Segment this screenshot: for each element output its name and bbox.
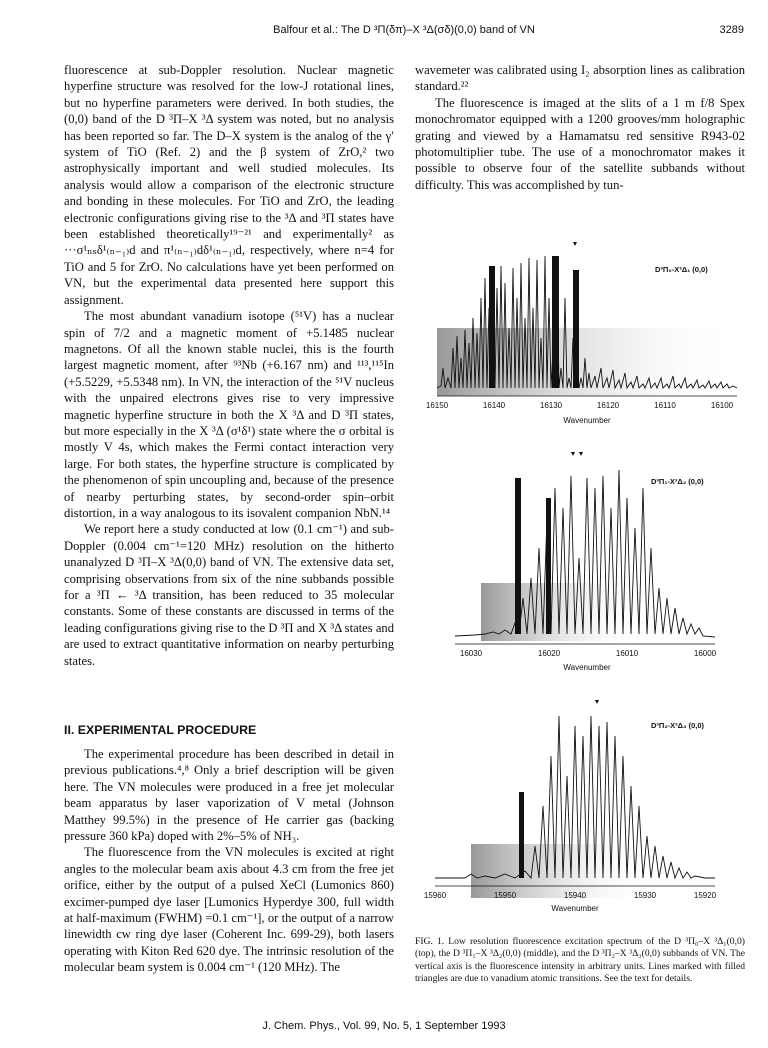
x-axis-label: Wavenumber	[551, 904, 599, 913]
subband-label: D³Π₂-X³Δ₃ (0,0)	[651, 721, 705, 730]
tick-label: 16110	[654, 401, 676, 410]
running-header	[64, 24, 744, 40]
atomic-transition-marker	[595, 700, 599, 704]
tick-label: 16020	[537, 649, 561, 658]
atomic-line-bar	[552, 256, 559, 388]
paragraph: The most abundant vanadium isotope (⁵¹V) has a nuclear spin of 7/2 and a magnetic moment of +5.1485 nuclear magnetons. Of all the known stable nuclei, this is the fourth largest magnetic moment, after ⁹³Nb (+6.167 nm) and ¹¹³,¹¹⁵In (+5.5229, +5.5348 nm). In VN, the interaction of the ⁵¹V nucleus with the unpaired electrons gives rise to very impressive magnetic hyperfine structure in both the X ³Δ and D ³Π states, but more especially in the X ³Δ (σ¹δ¹) state where the σ orbital is mostly V 4s, which makes the Fermi contact interaction very large. For both states, the hyperfine structure is complicated by the phenomenon of spin uncoupling and, because of the presence of nearby perturbing states, by second-order spin–orbit distortion, in a way analogous to its isovalent companion NbN.¹⁴	[64, 309, 394, 520]
paragraph: fluorescence at sub-Doppler resolution. Nuclear magnetic hyperfine structure was resolved for the low-J rotational lines, but no hyperfine parameters were derived. In both studies, the (0,0) band of the D ³Π–X ³Δ system was noted, but no analysis has been reported so far. The D–X system is the analog of the γ′ system of TiO (Ref. 2) and the β system of ZrO,² two astrophysically important and well studied molecules. Its analysis would allow a comparison of the electronic structure and bonding in these molecules. For TiO and ZrO, the leading electronic configurations giving rise to the ³Δ and ³Π states have been established theoretically¹⁹⁻²¹ and experimentally² as ···σ¹ₙₛδ¹₍ₙ₋₁₎d and π¹₍ₙ₋₁₎dδ¹₍ₙ₋₁₎d, respectively, where n=4 for TiO and 5 for ZrO. No calculations have yet been performed on VN, but the experimental data presented here support this assignment.	[64, 63, 394, 307]
subband-label: D³Π₀-X³Δ₁ (0,0)	[655, 265, 708, 274]
tick-label: 16140	[482, 401, 506, 410]
tick-label: 15920	[693, 891, 717, 900]
tick-label: 16000	[693, 649, 717, 658]
paragraph: The experimental procedure has been described in detail in previous publications.⁴,⁸ Only a brief description will be given here. The VN molecules were produced in a free jet molecular beam apparatus by laser vaporization of V metal (Johnson Matthey 99.5%) in the presence of He carrier gas (backing pressure 360 kPa) doped with 2%–5% of NH₃.	[64, 747, 394, 844]
paragraph: The fluorescence is imaged at the slits of a 1 m f/8 Spex monochromator equipped with a 1200 grooves/mm holographic grating and viewed by a Hamamatsu red sensitive R943-02 photomultiplier tube. The use of a monochromator makes it possible to observe four of the satellite subbands without difficulty. This was accomplished by tun-	[415, 95, 745, 192]
atomic-transition-marker	[579, 452, 583, 456]
x-axis-label: Wavenumber	[563, 663, 611, 672]
tick-label: 15960	[423, 891, 447, 900]
tick-label: 15950	[493, 891, 517, 900]
page-number: 3289	[719, 24, 744, 36]
atomic-line-bar	[546, 498, 551, 634]
x-axis-label: Wavenumber	[563, 416, 611, 425]
running-title: Balfour et al.: The D ³Π(δπ)–X ³Δ(σδ)(0,0) band of VN	[273, 24, 535, 36]
tick-label: 16100	[710, 401, 734, 410]
figure-caption: FIG. 1. Low resolution fluorescence excitation spectrum of the D ³Π₀–X ³Δ₁(0,0) (top), the D ³Π₁–X ³Δ₂(0,0) (middle), and the D ³Π₂–X ³Δ₃(0,0) subbands of VN. The vertical axis is the fluorescence intensity in arbitrary units. Lines marked with filled triangles are due to vanadium atomic transitions. See the text for details.	[415, 936, 745, 985]
atomic-line-bar	[573, 270, 579, 388]
spectrum-panel-top	[415, 238, 745, 438]
atomic-line-bar	[489, 266, 495, 388]
atomic-transition-marker	[571, 452, 575, 456]
left-column-lower	[64, 746, 394, 976]
tick-label: 15940	[563, 891, 587, 900]
spectrum-middle-svg	[415, 448, 745, 678]
paragraph: The fluorescence from the VN molecules is excited at right angles to the molecular beam axis about 4.3 cm from the free jet orifice, either by the output of a pulsed XeCl (Lumonics 860) excimer-pumped dye laser [Lumonics Hyperdye 300, full width at half-maximum (FWHM) =0.1 cm⁻¹], or the output of a narrow linewidth cw ring dye laser (Coherent Inc. 699-29), both lasers operating with Kiton Red 620 dye. The intrinsic resolution of the molecular beam system is 0.004 cm⁻¹ (120 MHz). The	[64, 845, 394, 975]
section-title: II. EXPERIMENTAL PROCEDURE	[64, 723, 257, 737]
spectrum-top-svg	[415, 238, 745, 438]
spectrum-bottom-svg	[415, 696, 745, 926]
subband-label: D³Π₁-X³Δ₂ (0,0)	[651, 477, 704, 486]
page-footer: J. Chem. Phys., Vol. 99, No. 5, 1 September 1993	[262, 1020, 506, 1032]
paragraph: wavemeter was calibrated using I₂ absorption lines as calibration standard.²²	[415, 63, 745, 94]
atomic-line-bar	[519, 792, 524, 878]
left-column	[64, 62, 394, 669]
tick-label: 15930	[633, 891, 657, 900]
shaded-region	[481, 583, 641, 641]
atomic-line-bar	[515, 478, 521, 634]
spectrum-panel-bottom	[415, 696, 745, 926]
shaded-region	[471, 844, 651, 898]
right-column	[415, 62, 745, 193]
tick-label: 16150	[425, 401, 449, 410]
spectrum-panel-middle	[415, 448, 745, 678]
tick-label: 16010	[615, 649, 639, 658]
tick-label: 16120	[596, 401, 620, 410]
atomic-transition-marker	[573, 242, 577, 246]
paragraph: We report here a study conducted at low (0.1 cm⁻¹) and sub-Doppler (0.004 cm⁻¹=120 MHz) resolution on the hitherto unanalyzed D ³Π–X ³Δ(0,0) band of VN. The extensive data set, comprising observations from six of the nine subbands possible for a ³Π ← ³Δ transition, has been reduced to 35 molecular constants. Some of these constants are discussed in terms of the leading configurations giving rise to the D ³Π and X ³Δ states and are used to extract quantitative information on nearby perturbing states.	[64, 522, 394, 668]
tick-label: 16130	[539, 401, 563, 410]
tick-label: 16030	[459, 649, 483, 658]
